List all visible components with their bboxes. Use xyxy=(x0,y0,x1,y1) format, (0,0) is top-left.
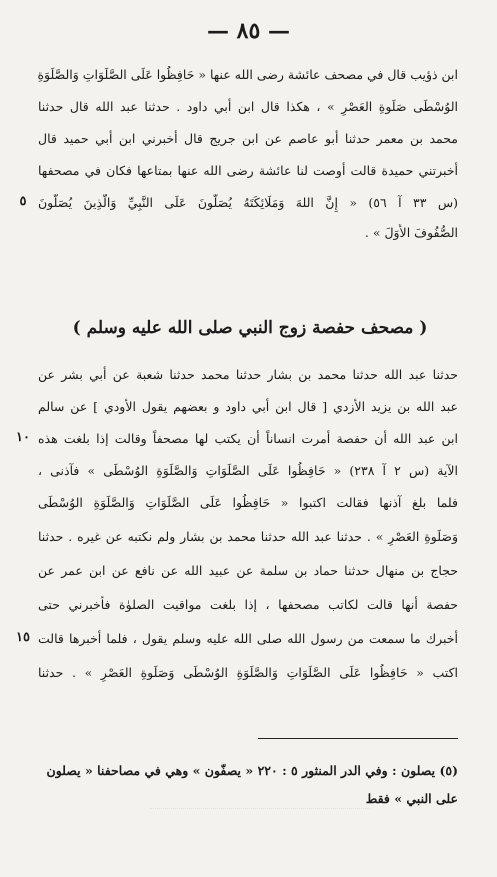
section-heading: ( مصحف حفصة زوج النبي صلى الله عليه وسلم ) xyxy=(72,318,428,338)
page-number: — ٨٥ — xyxy=(207,18,290,44)
text-line: وَصَلَوةِ العَصْرِ » . حدثنا عبد الله حدثنا محمد بن بشار ولم نكتبه عن غيره . حدثنا xyxy=(38,529,458,544)
text-line: الصُّفُوفَ الأُوَلَ » . xyxy=(364,225,458,240)
footnote-line: (٥) يصلون : وفي الدر المنثور ٥ : ٢٢٠ « يصفّون » وهي في مصاحفنا « يصلون xyxy=(46,763,458,778)
text-line: حدثنا عبد الله حدثنا محمد بن بشار حدثنا محمد حدثنا شعبة عن أبي بشر عن xyxy=(38,367,458,382)
text-line: فلما بلغ آذنها فقالت اكتبوا « حَافِظُوا عَلَى الصَّلَوَاتِ وَالصَّلَوَةِ الوُسْطَى xyxy=(38,495,458,510)
text-line: أخبرتني حميدة قالت أوصت لنا عائشة رضى الله عنها بمتاعها فكان في مصحفها xyxy=(38,163,458,178)
text-line: ابن ذؤيب قال في مصحف عائشة رضى الله عنها « حَافِظُوا عَلَى الصَّلَوَاتِ وَالصَّلَوَةِ xyxy=(38,67,458,82)
margin-line-number: ١٥ xyxy=(16,630,30,645)
text-line: ابن عبد الله أن حفصة أمرت انساناً أن يكتب لها مصحفاً وقالت إذا بلغت هذه xyxy=(38,431,458,446)
text-line: عبد الله بن يزيد الأزدي [ قال ابن أبي داود و بعضهم يقول الأودي ] عن سالم xyxy=(38,399,458,414)
margin-line-number: ٥ xyxy=(19,194,27,209)
text-line: حجاج بن منهال حدثنا حماد بن سلمة عن عبيد الله عن نافع عن ابن عمر عن xyxy=(38,563,458,578)
margin-line-number: ١٠ xyxy=(16,430,30,445)
text-line: الوُسْطَى صَلَوةِ العَصْرِ » ، هكذا قال ابن أبي داود . حدثنا عبد الله قال حدثنا xyxy=(38,99,458,114)
text-line: اكتب « حَافِظُوا عَلَى الصَّلَوَاتِ وَالصَّلَوَةِ الوُسْطَى وَصَلَوةِ العَصْرِ » . حدثنا xyxy=(38,665,458,680)
text-line: محمد بن معمر حدثنا أبو عاصم عن ابن جريج قال أخبرني ابن أبي حميد قال xyxy=(38,131,458,146)
text-line: أخبرك ما سمعت من رسول الله صلى الله عليه وسلم يقول ، فلما أخبرها قالت xyxy=(38,631,458,646)
text-line: (س ٣٣ آ ٥٦) « إِنَّ اللهَ وَمَلَائِكَتَهُ يُصَلُّونَ عَلَى النَّبِيِّ وَالَّذِينَ يُصَلُّونَ xyxy=(38,195,458,210)
text-line: الآية (س ٢ آ ٢٣٨) « حَافِظُوا عَلَى الصَّلَوَاتِ وَالصَّلَوَةِ الوُسْطَى » فآذنى ، xyxy=(38,463,458,478)
text-line: حفصة أنها قالت لكاتب مصحفها ، إذا بلغت مواقيت الصلوٰة فأخبرني حتى xyxy=(38,597,458,612)
bleed-through-mark xyxy=(150,808,370,819)
footnote-separator xyxy=(258,738,458,739)
footnote-line: على النبي » فقط xyxy=(365,791,458,806)
